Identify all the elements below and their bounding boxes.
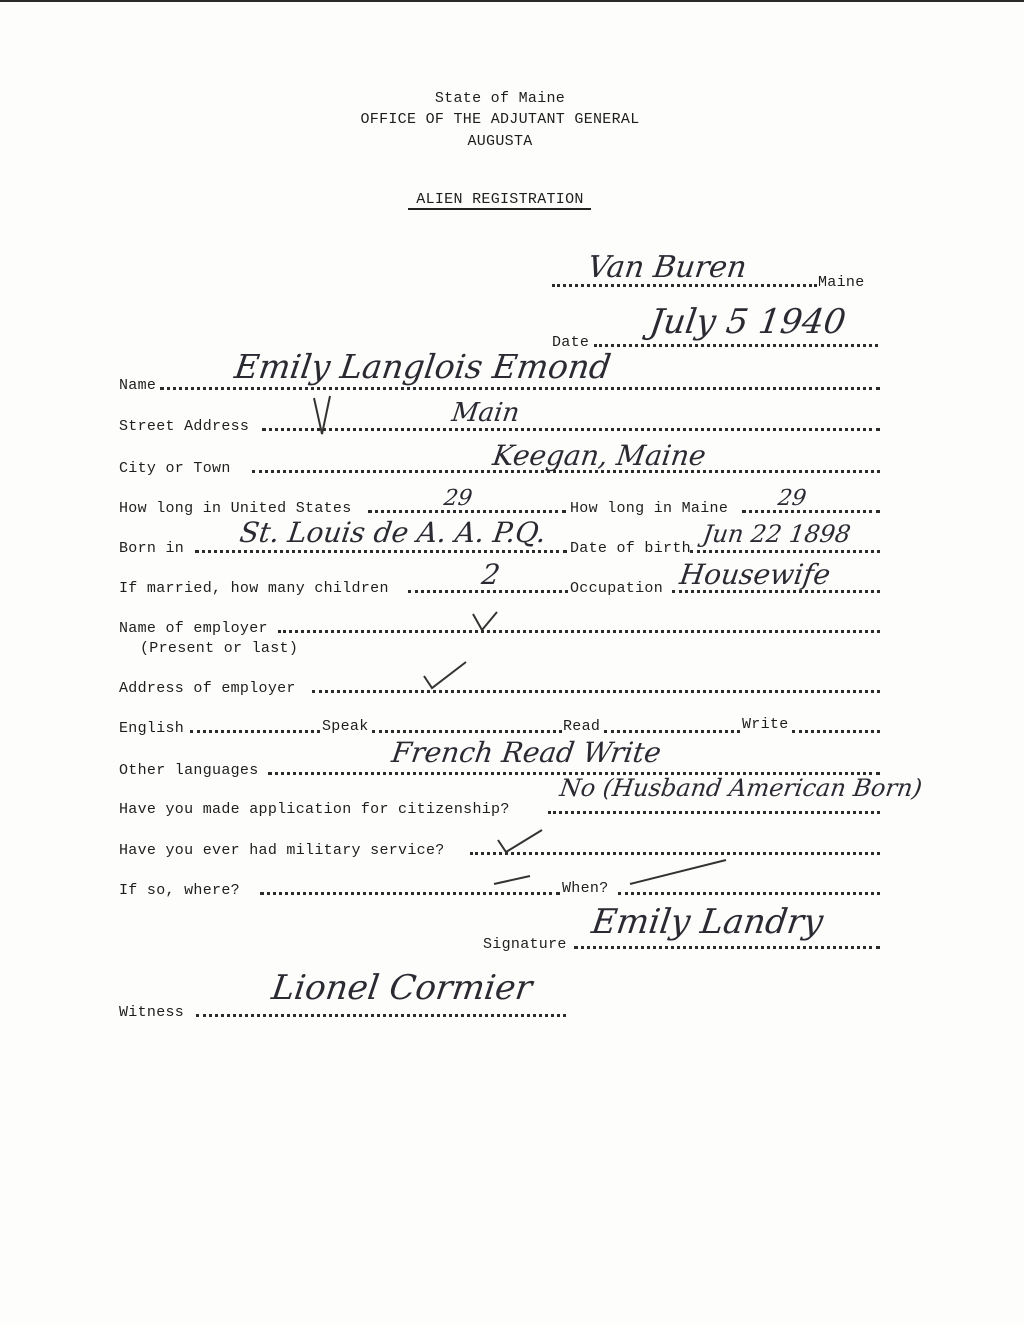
city-value: Keegan, Maine (490, 439, 709, 472)
check-mark-icon (420, 658, 468, 694)
years-us-value: 29 (442, 486, 474, 511)
citizenship-dots (548, 809, 880, 814)
employer-label: Name of employer (119, 620, 268, 637)
born-value: St. Louis de A. A. P.Q. (237, 516, 549, 549)
city-label: City or Town (119, 460, 231, 477)
dob-value: Jun 22 1898 (701, 520, 853, 548)
employer-dots (278, 628, 880, 633)
town-value: Van Buren (585, 250, 749, 285)
name-value: Emily Langlois Emond (232, 347, 614, 386)
write-label: Write (742, 716, 789, 733)
children-value: 2 (479, 558, 503, 591)
date-value: July 5 1940 (647, 302, 849, 342)
citizenship-value: No (Husband American Born) (558, 774, 924, 802)
citizenship-label: Have you made application for citizenship? (119, 801, 510, 818)
where-dots (260, 890, 560, 895)
state-label: Maine (818, 274, 865, 291)
employer-address-label: Address of employer (119, 680, 296, 697)
read-dots (604, 728, 740, 733)
signature-dots (574, 944, 880, 949)
date-dots (594, 342, 878, 347)
speak-dots (372, 728, 562, 733)
when-dots (618, 890, 880, 895)
children-label: If married, how many children (119, 580, 389, 597)
street-dots (262, 426, 880, 431)
read-label: Read (563, 718, 601, 735)
occupation-label: Occupation (570, 580, 664, 597)
years-maine-value: 29 (776, 486, 808, 511)
dash-mark-icon (490, 854, 730, 890)
date-label: Date (552, 334, 590, 351)
other-languages-value: French Read Write (389, 736, 664, 769)
signature-value: Emily Landry (589, 902, 826, 942)
form-title: ALIEN REGISTRATION (416, 191, 584, 208)
write-dots (792, 728, 880, 733)
english-label: English (119, 720, 185, 737)
dob-dots (690, 548, 880, 553)
state-heading: State of Maine (434, 90, 566, 107)
dob-label: Date of birth (570, 540, 691, 557)
years-us-label: How long in United States (119, 500, 352, 517)
employer-address-dots (312, 688, 880, 693)
years-maine-label: How long in Maine (570, 500, 729, 517)
name-label: Name (119, 377, 157, 394)
street-label: Street Address (119, 418, 250, 435)
when-label: When? (562, 880, 609, 897)
city-heading: AUGUSTA (467, 133, 533, 150)
born-label: Born in (119, 540, 185, 557)
witness-dots (196, 1012, 566, 1017)
speak-label: Speak (322, 718, 369, 735)
other-languages-label: Other languages (119, 762, 259, 779)
where-label: If so, where? (119, 882, 240, 899)
military-label: Have you ever had military service? (119, 842, 445, 859)
signature-label: Signature (483, 936, 567, 953)
witness-value: Lionel Cormier (269, 968, 535, 1008)
occupation-value: Housewife (677, 558, 833, 591)
check-mark-icon (494, 826, 544, 856)
employer-sub-label: (Present or last) (140, 640, 299, 657)
years-maine-dots (742, 508, 880, 513)
street-value: Main (449, 398, 522, 428)
check-mark-icon (310, 394, 334, 438)
office-heading: OFFICE OF THE ADJUTANT GENERAL (360, 111, 640, 128)
witness-label: Witness (119, 1004, 185, 1021)
title-underline (408, 208, 591, 210)
english-dots (190, 728, 320, 733)
check-mark-icon (470, 608, 500, 634)
